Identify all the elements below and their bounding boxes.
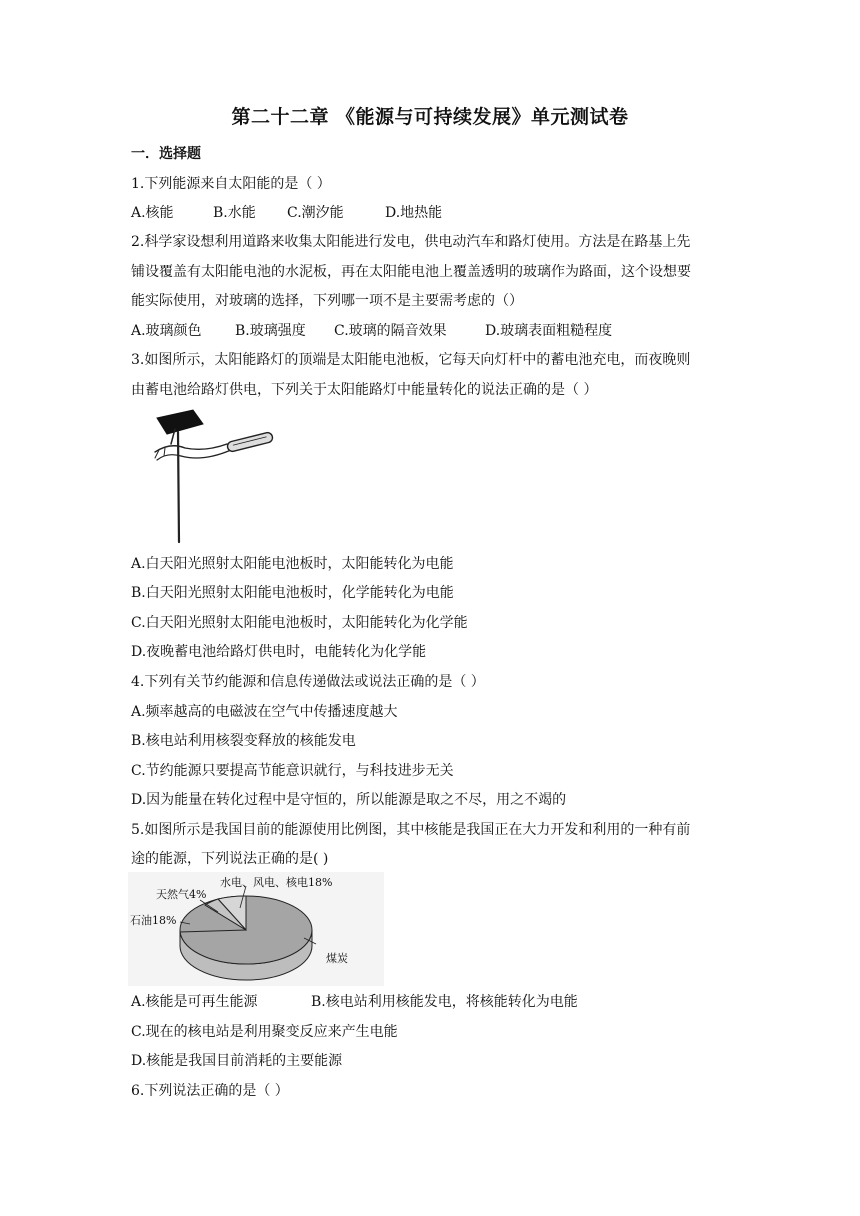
q4-option-d: D.因为能量在转化过程中是守恒的，所以能源是取之不尽，用之不竭的 <box>131 792 567 808</box>
question-5-line: 5.如图所示是我国目前的能源使用比例图，其中核能是我国正在大力开发和利用的一种有前 <box>131 822 691 838</box>
q1-option-b: B.水能 <box>213 205 256 221</box>
q5-option-a: A.核能是可再生能源 <box>131 994 258 1010</box>
label-gas: 天然气4% <box>156 888 207 901</box>
q5-option-c: C.现在的核电站是利用聚变反应来产生电能 <box>131 1024 398 1040</box>
page-title: 第二十二章 《能源与可持续发展》单元测试卷 <box>231 106 629 128</box>
section-heading: 一．选择题 <box>131 146 201 162</box>
label-coal: 煤炭 <box>326 952 348 965</box>
q3-option-a: A.白天阳光照射太阳能电池板时，太阳能转化为电能 <box>131 556 454 572</box>
q4-option-c: C.节约能源只要提高节能意识就行，与科技进步无关 <box>131 763 454 779</box>
question-3-line: 3.如图所示，太阳能路灯的顶端是太阳能电池板，它每天向灯杆中的蓄电池充电，而夜晚则 <box>131 352 691 368</box>
question-3-line: 由蓄电池给路灯供电，下列关于太阳能路灯中能量转化的说法正确的是（ ） <box>131 382 598 398</box>
solar-street-lamp-figure <box>145 404 280 546</box>
question-2-line: 能实际使用，对玻璃的选择，下列哪一项不是主要需考虑的（） <box>131 293 523 309</box>
q2-option-d: D.玻璃表面粗糙程度 <box>485 323 613 339</box>
question-2-options <box>131 322 612 340</box>
lamp-head-icon <box>226 432 273 453</box>
question-6-stem: 6.下列说法正确的是（ ） <box>131 1083 289 1099</box>
label-oil: 石油18% <box>130 914 177 927</box>
question-5-line: 途的能源，下列说法正确的是( ) <box>131 851 329 867</box>
label-hydro: 水电、风电、核电18% <box>220 876 333 889</box>
solar-panel-icon <box>157 410 203 434</box>
q2-option-a: A.玻璃颜色 <box>131 323 202 339</box>
question-2-line: 铺设覆盖有太阳能电池的水泥板，再在太阳能电池上覆盖透明的玻璃作为路面，这个设想要 <box>131 264 691 280</box>
q4-option-a: A.频率越高的电磁波在空气中传播速度越大 <box>131 704 398 720</box>
q5-option-b: B.核电站利用核能发电，将核能转化为电能 <box>311 994 578 1010</box>
question-2-line: 2.科学家设想利用道路来收集太阳能进行发电，供电动汽车和路灯使用。方法是在路基上先 <box>131 234 691 250</box>
q3-option-b: B.白天阳光照射太阳能电池板时，化学能转化为电能 <box>131 585 454 601</box>
question-1-options <box>131 204 442 222</box>
q1-option-d: D.地热能 <box>385 205 443 221</box>
question-4-stem: 4.下列有关节约能源和信息传递做法或说法正确的是（ ） <box>131 674 485 690</box>
q4-option-b: B.核电站利用核裂变释放的核能发电 <box>131 733 356 749</box>
q2-option-b: B.玻璃强度 <box>235 323 306 339</box>
q1-option-a: A.核能 <box>131 205 174 221</box>
q3-option-d: D.夜晚蓄电池给路灯供电时，电能转化为化学能 <box>131 644 427 660</box>
q1-option-c: C.潮汐能 <box>287 205 344 221</box>
lamp-pole-icon <box>178 432 179 542</box>
q5-option-d: D.核能是我国目前消耗的主要能源 <box>131 1053 343 1069</box>
q2-option-c: C.玻璃的隔音效果 <box>334 323 447 339</box>
question-5-options-ab <box>131 993 578 1011</box>
energy-pie-chart-figure <box>128 872 384 986</box>
q3-option-c: C.白天阳光照射太阳能电池板时，太阳能转化为化学能 <box>131 615 468 631</box>
question-1-stem: 1.下列能源来自太阳能的是（ ） <box>131 176 331 192</box>
